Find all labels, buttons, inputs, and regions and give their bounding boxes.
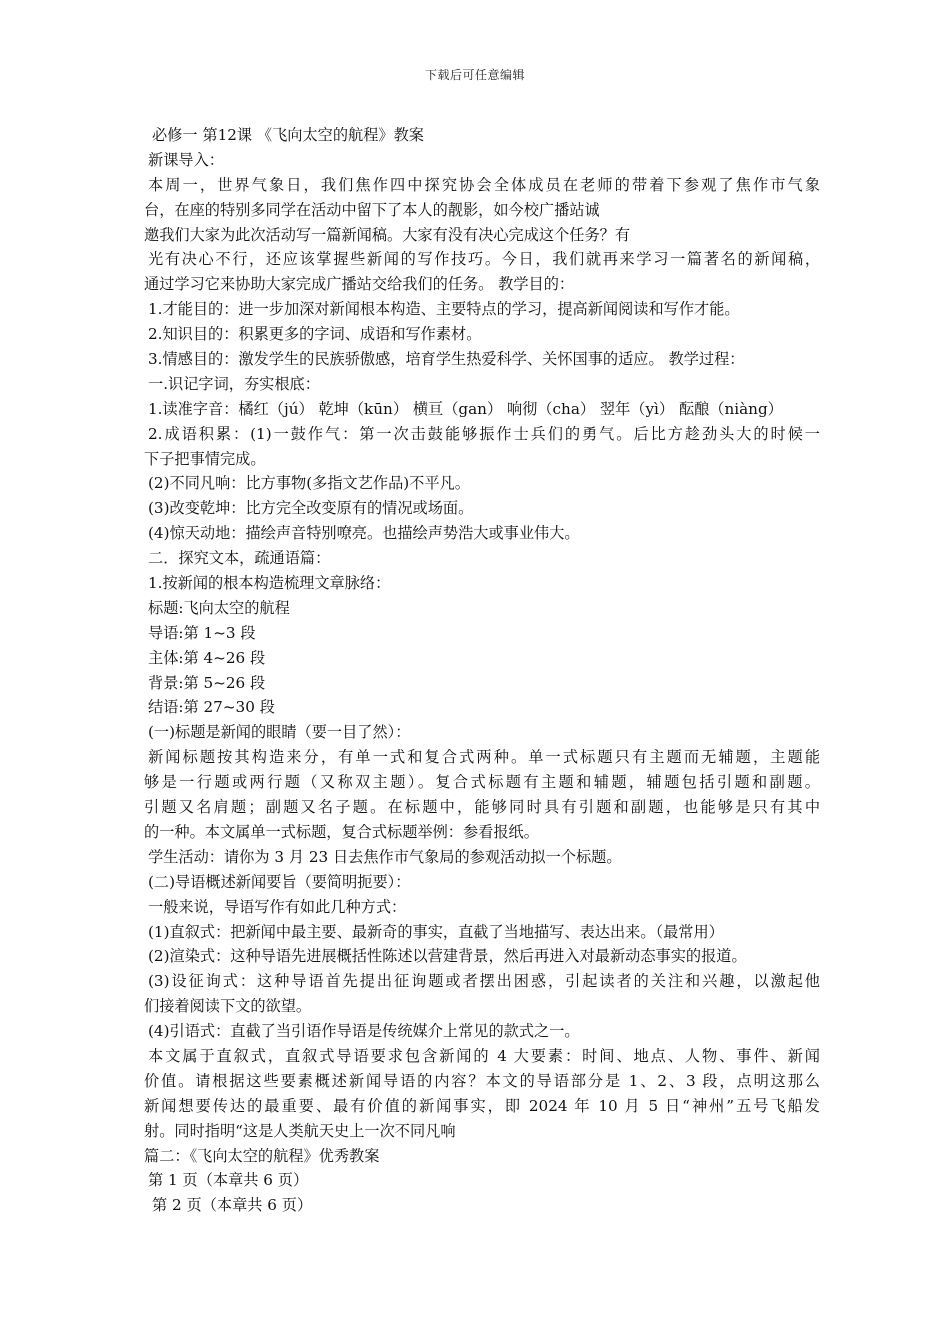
text-line: (4)惊天动地：描绘声音特别嘹亮。也描绘声势浩大或事业伟大。: [148, 524, 580, 543]
page-header: 下载后可任意编辑: [424, 68, 525, 82]
text-line: 一.识记字词，夯实根底：: [148, 374, 320, 393]
text-line: 本周一，世界气象日，我们焦作四中探究协会全体成员在老师的带着下参观了焦作市气象: [148, 175, 820, 194]
text-line: 1.按新闻的根本构造梳理文章脉络：: [148, 574, 391, 593]
document-body: [144, 123, 820, 1218]
text-line: (1)直叙式：把新闻中最主要、最新奇的事实，直截了当地描写、表达出来。（最常用）: [148, 922, 724, 941]
text-line: 们接着阅读下文的欲望。: [144, 997, 312, 1016]
text-line: 价值。请根据这些要素概述新闻导语的内容？本文的导语部分是 1、2、3 段，点明这那么: [144, 1071, 820, 1090]
text-line: 3.情感目的：激发学生的民族骄傲感，培育学生热爱科学、关怀国事的适应。 教学过程：: [148, 350, 745, 369]
text-line: 二．探究文本，疏通语篇：: [148, 549, 331, 568]
text-line: 背景:第 5~26 段: [148, 673, 266, 692]
text-line: 1.才能目的：进一步加深对新闻根本构造、主要特点的学习，提高新闻阅读和写作才能。: [148, 300, 740, 319]
text-line: 主体:第 4~26 段: [148, 648, 266, 667]
text-line: 2.成语积累：(1)一鼓作气：第一次击鼓能够振作士兵们的勇气。后比方趁劲头大的时候一: [148, 424, 820, 443]
text-line: 第 1 页（本章共 6 页）: [148, 1171, 309, 1190]
text-line: 导语:第 1~3 段: [148, 623, 256, 642]
text-line: 第 2 页（本章共 6 页）: [152, 1196, 313, 1215]
text-line: 的一种。本文属单一式标题，复合式标题举例：参看报纸。: [144, 822, 539, 841]
text-line: (2)渲染式：这种导语先进展概括性陈述以营建背景，然后再进入对最新动态事实的报道。: [148, 947, 747, 966]
text-line: 结语:第 27~30 段: [148, 698, 275, 717]
text-line: (4)引语式：直截了当引语作导语是传统媒介上常见的款式之一。: [148, 1022, 580, 1041]
text-line: 标题:飞向太空的航程: [148, 598, 290, 617]
text-line: 够是一行题或两行题（又称双主题）。复合式标题有主题和辅题，辅题包括引题和副题。: [144, 773, 820, 792]
text-line: 通过学习它来协助大家完成广播站交给我们的任务。 教学目的：: [144, 275, 575, 294]
text-line: 必修一 第12课 《飞向太空的航程》教案: [152, 126, 424, 144]
text-line: (2)不同凡响：比方事物(多指文艺作品)不平凡。: [148, 474, 470, 493]
text-line: (二)导语概述新闻要旨（要简明扼要）：: [148, 872, 411, 891]
text-line: 新课导入：: [148, 150, 224, 169]
text-line: 邀我们大家为此次活动写一篇新闻稿。大家有没有决心完成这个任务？有: [144, 225, 630, 244]
text-line: (3)设征询式：这种导语首先提出征询题或者摆出困惑，引起读者的关注和兴趣，以激起他: [148, 972, 820, 991]
text-line: 台，在座的特别多同学在活动中留下了本人的靓影，如今校广播站诚: [144, 200, 600, 219]
text-line: 新闻标题按其构造来分，有单一式和复合式两种。单一式标题只有主题而无辅题，主题能: [148, 748, 820, 767]
text-line: 学生活动：请你为 3 月 23 日去焦作市气象局的参观活动拟一个标题。: [148, 847, 622, 866]
text-line: (3)改变乾坤：比方完全改变原有的情况或场面。: [148, 499, 474, 518]
text-line: 引题又名肩题；副题又名子题。在标题中，能够同时具有引题和副题，也能够是只有其中: [144, 798, 820, 817]
text-line: 2.知识目的：积累更多的字词、成语和写作素材。: [148, 325, 482, 344]
text-line: 1.读准字音：橘红（jú） 乾坤（kūn） 横亘（gan） 响彻（cha） 翌年（yì） 酝酿（niàng）: [148, 399, 783, 418]
text-line: 新闻想要传达的最重要、最有价值的新闻事实，即 2024 年 10 月 5 日“神州”五号飞船发: [144, 1096, 820, 1115]
text-line: 篇二：《飞向太空的航程》优秀教案: [144, 1146, 380, 1165]
text-line: 光有决心不行，还应该掌握些新闻的写作技巧。今日，我们就再来学习一篇著名的新闻稿，: [148, 250, 820, 269]
text-line: 一般来说，导语写作有如此几种方式：: [148, 897, 407, 916]
text-line: (一)标题是新闻的眼睛（要一目了然）：: [148, 723, 411, 742]
text-line: 射。同时指明“这是人类航天史上一次不同凡响: [144, 1121, 456, 1140]
text-line: 本文属于直叙式，直叙式导语要求包含新闻的 4 大要素：时间、地点、人物、事件、新闻: [148, 1046, 820, 1065]
text-line: 下子把事情完成。: [144, 449, 266, 468]
